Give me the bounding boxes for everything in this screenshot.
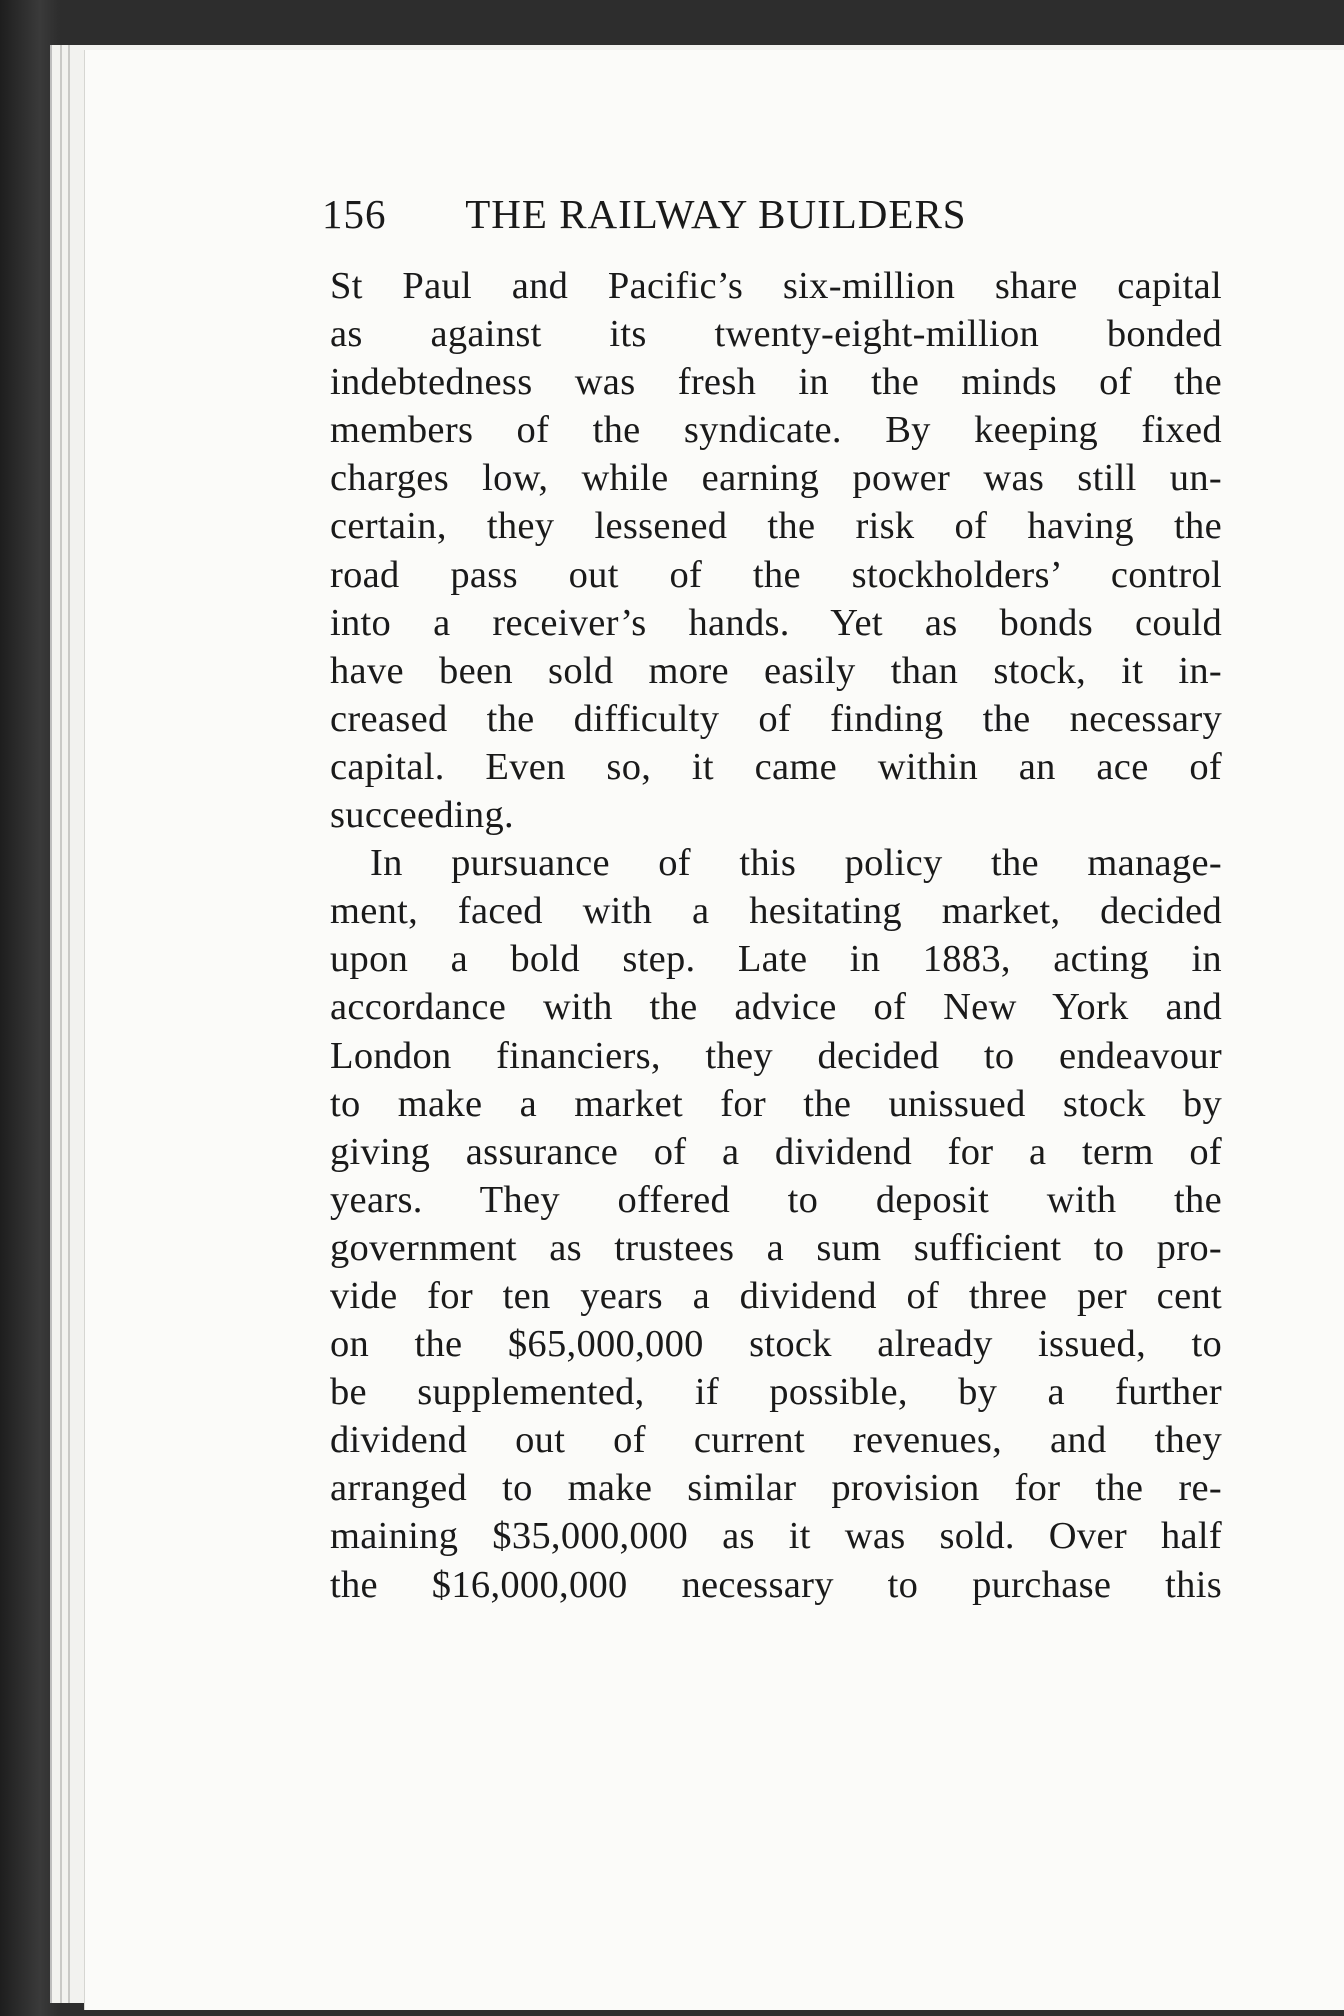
text-line: as against its twenty-eight-million bonded [330,313,1222,356]
text-line: into a receiver’s hands. Yet as bonds could [330,601,1222,644]
text-line: certain, they lessened the risk of having the [330,505,1222,548]
text-line: members of the syndicate. By keeping fixed [330,409,1222,452]
text-line: indebtedness was fresh in the minds of the [330,361,1222,404]
text-line: In pursuance of this policy the manage- [370,842,1222,885]
text-line: ment, faced with a hesitating market, decided [330,890,1222,933]
text-line: dividend out of current revenues, and they [330,1419,1222,1462]
text-line: St Paul and Pacific’s six-million share capital [330,265,1222,307]
page-number: 156 [322,191,387,237]
body-text [330,262,1222,1609]
text-line: years. They offered to deposit with the [330,1178,1222,1221]
text-line: vide for ten years a dividend of three per cent [330,1274,1222,1317]
text-line: creased the difficulty of finding the necessary [330,697,1222,740]
text-line: arranged to make similar provision for the re- [330,1467,1222,1510]
text-line: accordance with the advice of New York and [330,986,1222,1029]
text-line: to make a market for the unissued stock by [330,1082,1222,1125]
text-line: capital. Even so, it came within an ace of [330,745,1222,788]
text-line: government as trustees a sum sufficient to pro- [330,1226,1222,1269]
text-line: charges low, while earning power was still un- [330,457,1222,500]
text-line: have been sold more easily than stock, it in- [330,649,1222,692]
text-line: be supplemented, if possible, by a further [330,1371,1222,1414]
text-line: maining $35,000,000 as it was sold. Over half [330,1515,1222,1558]
text-line: succeeding. [330,794,514,837]
text-line: London financiers, they decided to endeavour [330,1034,1222,1077]
text-line: giving assurance of a dividend for a term of [330,1130,1222,1173]
running-head [322,190,1222,250]
running-title: THE RAILWAY BUILDERS [465,191,967,237]
text-line: on the $65,000,000 stock already issued, to [330,1323,1222,1366]
text-line: upon a bold step. Late in 1883, acting in [330,938,1222,981]
text-line: the $16,000,000 necessary to purchase this [330,1563,1222,1606]
text-line: road pass out of the stockholders’ control [330,553,1222,596]
